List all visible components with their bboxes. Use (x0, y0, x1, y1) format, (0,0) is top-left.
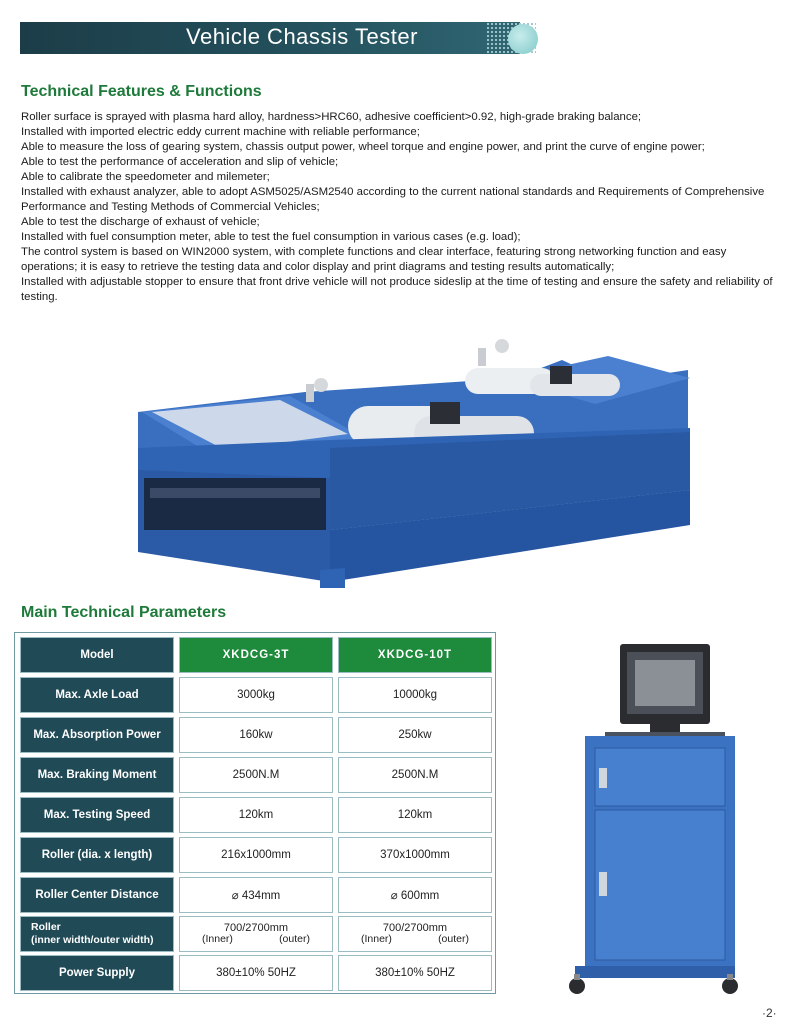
roller-width-value: 700/2700mm (382, 922, 448, 934)
roller-width-label-line1: Roller (31, 921, 61, 933)
param-value-cell: 120km (179, 797, 333, 833)
feature-item: Installed with exhaust analyzer, able to adopt ASM5025/ASM2540 according to the current national standards and Requirements of Comprehensive Performance and Testing Methods of Commercial Vehicles; (21, 186, 765, 213)
param-label-cell: Max. Absorption Power (20, 717, 174, 753)
param-value-cell: 216x1000mm (179, 837, 333, 873)
param-value-cell: 10000kg (338, 677, 492, 713)
feature-item: Roller surface is sprayed with plasma hard alloy, hardness>HRC60, adhesive coefficient>0.92, high-grade braking balance; (21, 111, 642, 123)
header-banner (20, 22, 520, 54)
feature-item: The control system is based on WIN2000 system, with complete functions and clear interface, featuring strong networking function and easy operations; it is easy to retrieve the testing data and color display and print diagrams and testing results automatically; (21, 246, 727, 273)
roller-width-label-cell (20, 916, 174, 952)
param-label-cell: Roller (dia. x length) (20, 837, 174, 873)
feature-item: Able to test the performance of acceleration and slip of vehicle; (21, 156, 339, 168)
feature-item: Installed with imported electric eddy current machine with reliable performance; (21, 126, 420, 138)
param-value-cell: 370x1000mm (338, 837, 492, 873)
param-value-cell: 2500N.M (179, 757, 333, 793)
param-label-cell: Max. Braking Moment (20, 757, 174, 793)
param-label-cell: Power Supply (20, 955, 174, 991)
param-value-cell: 2500N.M (338, 757, 492, 793)
roller-width-inner-outer (361, 934, 469, 945)
param-value-cell: 380±10% 50HZ (179, 955, 333, 991)
model-header-cell: XKDCG-3T (179, 637, 333, 673)
param-value-cell: 3000kg (179, 677, 333, 713)
features-heading: Technical Features & Functions (21, 83, 262, 100)
param-value-cell: 120km (338, 797, 492, 833)
banner-circle-ornament (508, 24, 538, 54)
roller-width-label-line2: (inner width/outer width) (31, 934, 154, 946)
feature-item: Installed with adjustable stopper to ensure that front drive vehicle will not produce sideslip at the time of testing and ensure the safety and reliability of testing. (21, 276, 773, 303)
roller-width-value-cell (179, 916, 333, 952)
param-label-cell: Max. Axle Load (20, 677, 174, 713)
roller-width-value-cell (338, 916, 492, 952)
model-header-cell: XKDCG-10T (338, 637, 492, 673)
param-value-cell: ⌀ 600mm (338, 877, 492, 913)
outer-label: (outer) (279, 933, 310, 945)
features-list (21, 110, 781, 305)
chassis-tester-photo (130, 320, 700, 595)
param-value-cell: 380±10% 50HZ (338, 955, 492, 991)
inner-label: (Inner) (361, 933, 392, 945)
inner-label: (Inner) (202, 933, 233, 945)
outer-label: (outer) (438, 933, 469, 945)
param-value-cell: 160kw (179, 717, 333, 753)
feature-item: Able to test the discharge of exhaust of vehicle; (21, 216, 260, 228)
param-value-cell: 250kw (338, 717, 492, 753)
control-console-photo (565, 640, 740, 1002)
roller-width-inner-outer (202, 934, 310, 945)
param-label-cell: Max. Testing Speed (20, 797, 174, 833)
page-number: ·2· (762, 1006, 777, 1020)
param-label-cell: Roller Center Distance (20, 877, 174, 913)
parameters-table (14, 632, 496, 994)
model-label-cell: Model (20, 637, 174, 673)
feature-item: Able to measure the loss of gearing system, chassis output power, wheel torque and engine power, and print the curve of engine power; (21, 141, 705, 153)
page-title: Vehicle Chassis Tester (186, 24, 418, 49)
roller-width-value: 700/2700mm (223, 922, 289, 934)
param-value-cell: ⌀ 434mm (179, 877, 333, 913)
feature-item: Installed with fuel consumption meter, able to test the fuel consumption in various cases (e.g. load); (21, 231, 521, 243)
feature-item: Able to calibrate the speedometer and milemeter; (21, 171, 270, 183)
parameters-heading: Main Technical Parameters (21, 604, 227, 621)
